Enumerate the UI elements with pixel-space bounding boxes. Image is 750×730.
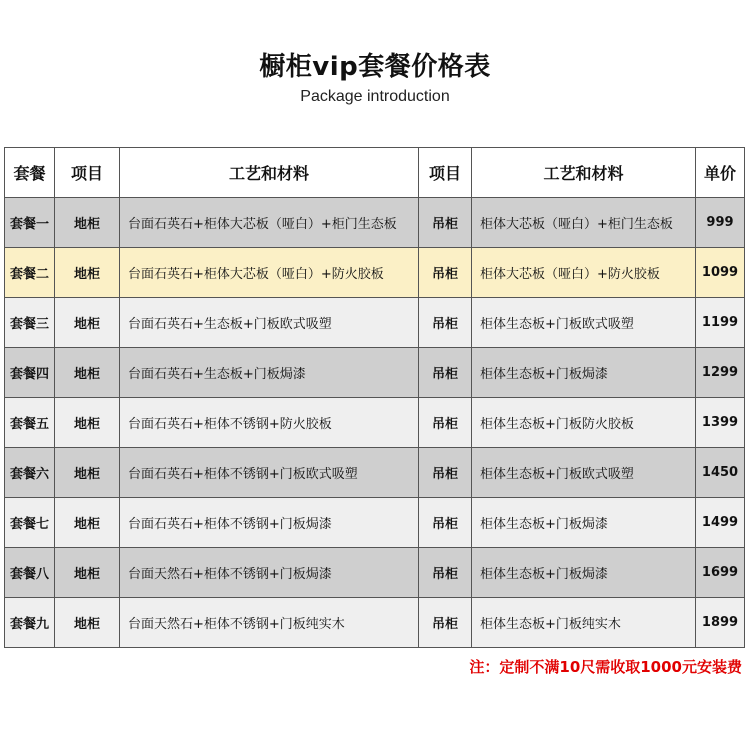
header-price: 单价 <box>696 148 745 198</box>
base-cabinet-label: 地柜 <box>55 198 120 248</box>
wall-cabinet-desc: 柜体生态板+门板焗漆 <box>472 548 696 598</box>
base-cabinet-desc: 台面天然石+柜体不锈钢+门板焗漆 <box>120 548 419 598</box>
wall-cabinet-label: 吊柜 <box>419 498 472 548</box>
base-cabinet-desc: 台面石英石+柜体不锈钢+门板焗漆 <box>120 498 419 548</box>
base-cabinet-label: 地柜 <box>55 248 120 298</box>
package-name: 套餐三 <box>5 298 55 348</box>
package-price: 1899 <box>696 598 745 648</box>
header-item-base: 项目 <box>55 148 120 198</box>
package-name: 套餐四 <box>5 348 55 398</box>
package-name: 套餐七 <box>5 498 55 548</box>
wall-cabinet-label: 吊柜 <box>419 448 472 498</box>
wall-cabinet-desc: 柜体大芯板（哑白）+防火胶板 <box>472 248 696 298</box>
base-cabinet-desc: 台面石英石+生态板+门板欧式吸塑 <box>120 298 419 348</box>
wall-cabinet-desc: 柜体生态板+门板焗漆 <box>472 348 696 398</box>
base-cabinet-label: 地柜 <box>55 348 120 398</box>
package-price: 999 <box>696 198 745 248</box>
wall-cabinet-desc: 柜体生态板+门板欧式吸塑 <box>472 298 696 348</box>
header-craft-base: 工艺和材料 <box>120 148 419 198</box>
package-price: 1399 <box>696 398 745 448</box>
wall-cabinet-label: 吊柜 <box>419 398 472 448</box>
wall-cabinet-desc: 柜体生态板+门板纯实木 <box>472 598 696 648</box>
table-row <box>5 548 745 598</box>
table-row <box>5 298 745 348</box>
base-cabinet-label: 地柜 <box>55 298 120 348</box>
header-item-wall: 项目 <box>419 148 472 198</box>
table-row <box>5 248 745 298</box>
price-table <box>4 147 745 648</box>
base-cabinet-label: 地柜 <box>55 598 120 648</box>
page-subtitle: Package introduction <box>300 88 450 105</box>
package-price: 1299 <box>696 348 745 398</box>
package-name: 套餐六 <box>5 448 55 498</box>
base-cabinet-desc: 台面石英石+柜体大芯板（哑白）+防火胶板 <box>120 248 419 298</box>
wall-cabinet-label: 吊柜 <box>419 598 472 648</box>
package-price: 1699 <box>696 548 745 598</box>
table-row <box>5 448 745 498</box>
base-cabinet-desc: 台面天然石+柜体不锈钢+门板纯实木 <box>120 598 419 648</box>
table-row <box>5 598 745 648</box>
header-package: 套餐 <box>5 148 55 198</box>
package-name: 套餐二 <box>5 248 55 298</box>
table-row <box>5 198 745 248</box>
package-price: 1099 <box>696 248 745 298</box>
header-craft-wall: 工艺和材料 <box>472 148 696 198</box>
package-price: 1499 <box>696 498 745 548</box>
page-title: 橱柜vip套餐价格表 <box>259 52 491 82</box>
wall-cabinet-label: 吊柜 <box>419 348 472 398</box>
package-name: 套餐五 <box>5 398 55 448</box>
table-row <box>5 498 745 548</box>
wall-cabinet-desc: 柜体生态板+门板欧式吸塑 <box>472 448 696 498</box>
package-name: 套餐一 <box>5 198 55 248</box>
base-cabinet-label: 地柜 <box>55 498 120 548</box>
wall-cabinet-desc: 柜体生态板+门板焗漆 <box>472 498 696 548</box>
wall-cabinet-label: 吊柜 <box>419 248 472 298</box>
base-cabinet-label: 地柜 <box>55 398 120 448</box>
wall-cabinet-desc: 柜体大芯板（哑白）+柜门生态板 <box>472 198 696 248</box>
base-cabinet-desc: 台面石英石+生态板+门板焗漆 <box>120 348 419 398</box>
package-name: 套餐八 <box>5 548 55 598</box>
base-cabinet-desc: 台面石英石+柜体不锈钢+门板欧式吸塑 <box>120 448 419 498</box>
wall-cabinet-label: 吊柜 <box>419 298 472 348</box>
base-cabinet-desc: 台面石英石+柜体大芯板（哑白）+柜门生态板 <box>120 198 419 248</box>
base-cabinet-desc: 台面石英石+柜体不锈钢+防火胶板 <box>120 398 419 448</box>
wall-cabinet-desc: 柜体生态板+门板防火胶板 <box>472 398 696 448</box>
installation-fee-note: 注：定制不满10尺需收取1000元安装费 <box>469 658 742 676</box>
package-price: 1450 <box>696 448 745 498</box>
base-cabinet-label: 地柜 <box>55 448 120 498</box>
table-header-row <box>5 148 745 198</box>
table-row <box>5 348 745 398</box>
package-name: 套餐九 <box>5 598 55 648</box>
table-row <box>5 398 745 448</box>
base-cabinet-label: 地柜 <box>55 548 120 598</box>
wall-cabinet-label: 吊柜 <box>419 198 472 248</box>
package-price: 1199 <box>696 298 745 348</box>
wall-cabinet-label: 吊柜 <box>419 548 472 598</box>
